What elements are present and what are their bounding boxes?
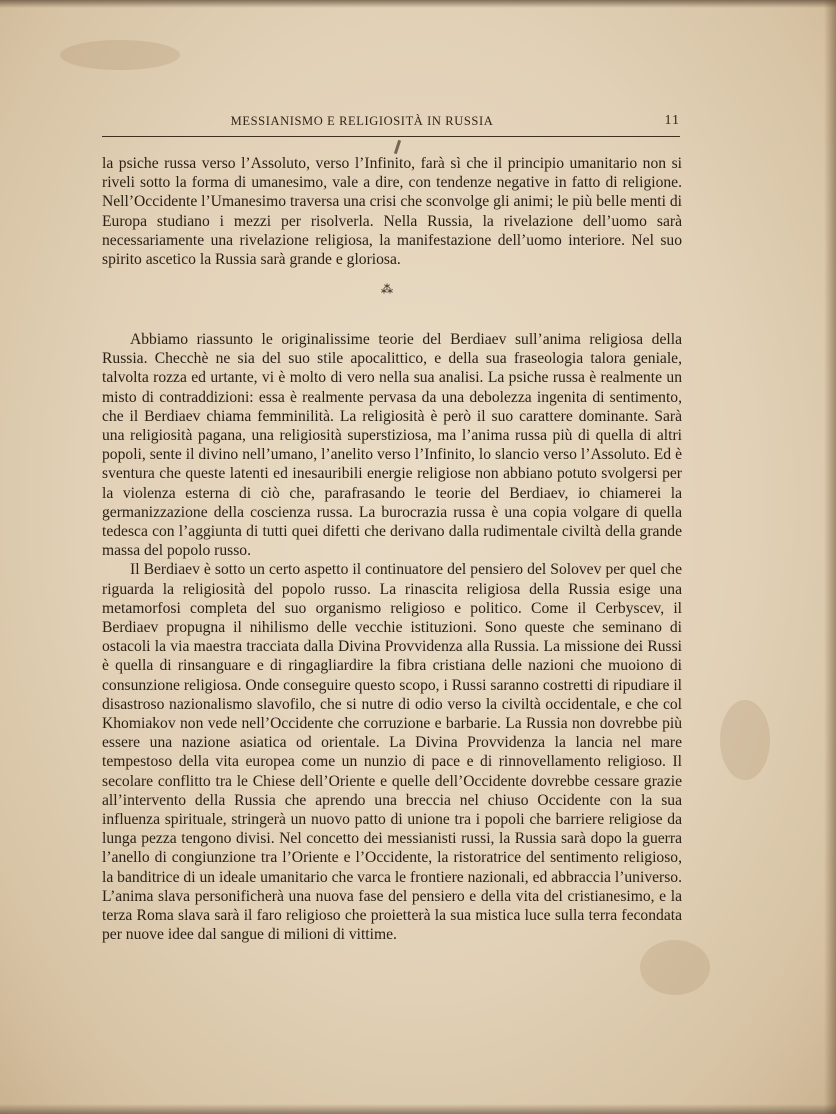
page-top-edge: [0, 0, 836, 8]
paragraph: Abbiamo riassunto le originalissime teorie del Berdiaev sull’anima religiosa della Russia. Checchè ne sia del suo stile apocalittico, e della sua fraseologia talora geniale, talvolta rozza ed urtante, vi è molto di vero nella sua analisi. La psiche russa è realmente un misto di contraddizioni: essa è realmente pervasa da una debolezza ingenita di sentimento, che il Berdiaev chiama femminilità. La religiosità è però il suo carattere dominante. Sarà una religiosità pagana, una religiosità superstiziosa, ma l’anima russa più di quella di altri popoli, sente il divino nell’umano, l’anelito verso l’Infinito, lo slancio verso l’Assoluto. Ed è sventura che queste latenti ed inesauribili energie religiose non abbiano potuto svolgersi per la violenza esterna di ciò che, parafrasando le teorie del Berdiaev, io chiamerei la germanizzazione della coscienza russa. La burocrazia russa è una copia volgare di quella tedesca con l’aggiunta di tutti quei difetti che derivano dalla rudimentale civiltà della grande massa del popolo russo.: [102, 331, 682, 560]
header-rule: [102, 136, 680, 137]
text-block-main: [102, 330, 682, 945]
paper-stain: [640, 940, 710, 995]
page-header: [102, 112, 680, 134]
paragraph: Il Berdiaev è sotto un certo aspetto il continuatore del pensiero del Solovev per quel che riguarda la religiosità del popolo russo. La rinascita religiosa della Russia esige una metamorfosi completa del suo organismo religioso e politico. Come il Cerbyscev, il Berdiaev propugna il nihilismo delle vecchie istituzioni. Sono queste che seminano di ostacoli la via maestra tracciata dalla Divina Provvidenza alla Russia. La missione dei Russi è quella di rinsanguare e di ringagliardire la fibra cristiana delle nazioni che muoiono di consunzione religiosa. Onde conseguire questo scopo, i Russi saranno costretti di ripudiare il disastroso nazionalismo slavofilo, che si nutre di odio verso la civiltà occidentale, e che col Khomiakov non vede nell’Occidente che corruzione e barbarie. La Russia non dovrebbe più essere una nazione asiatica od orientale. La Divina Provvidenza la lancia nel mare tempestoso della vita europea come un nunzio di pace e di rinnovellamento religioso. Il secolare conflitto tra le Chiese dell’Oriente e quelle dell’Occidente dovrebbe cessare grazie all’intervento della Russia che aprendo una breccia nel chiuso Occidente con la sua influenza spirituale, stringerà un nuovo patto di unione tra i popoli che barriere religiose da lunga pezza tengono divisi. Nel concetto dei messianisti russi, la Russia sarà dopo la guerra l’anello di congiunzione tra l’Oriente e l’Occidente, la ristoratrice del sentimento religioso, la banditrice di un ideale umanitario che varca le frontiere nazionali, ed abbraccia l’universo. L’anima slava personificherà una nuova fase del pensiero e della vita del cristianesimo, e la terza Roma slava sarà il faro religioso che proietterà la sua mistica luce sulla terra fecondata per nuove idee dal sangue di milioni di vittime.: [102, 561, 682, 944]
page-right-edge: [824, 0, 836, 1114]
paper-stain: [720, 700, 770, 780]
page-number: 11: [664, 113, 680, 128]
text-block-top: [102, 154, 682, 269]
ink-mark: [394, 140, 401, 154]
paragraph: la psiche russa verso l’Assoluto, verso l’Infinito, farà sì che il principio umanitario non si riveli sotto la forma di umanesimo, vale a dire, con tendenze negative in fatto di religione. Nell’Occidente l’Umanesimo traversa una crisi che sconvolge gli animi; le più belle menti di Europa studiano i mezzi per risolverla. Nella Russia, la rivelazione dell’uomo sarà necessariamente una rivelazione religiosa, la manifestazione dell’uomo interiore. Nel suo spirito ascetico la Russia sarà grande e gloriosa.: [102, 155, 682, 269]
page-bottom-edge: [0, 1104, 836, 1114]
running-title: MESSIANISMO E RELIGIOSITÀ IN RUSSIA: [230, 114, 494, 128]
asterism-separator: ⁂: [381, 282, 393, 296]
paper-stain: [60, 40, 180, 70]
